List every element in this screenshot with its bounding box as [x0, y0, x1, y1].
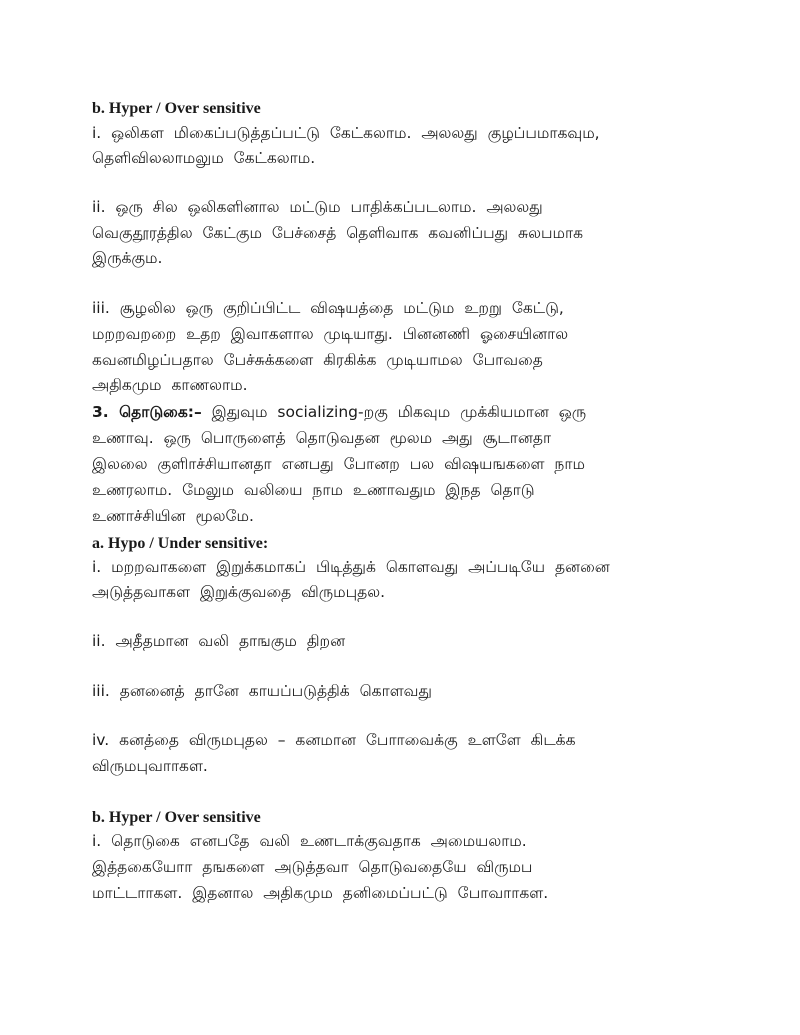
list-item-line: அடுத்தவாகள இறுக்குவதை விருமபுதல.	[92, 583, 386, 601]
list-item-line: iii. சூழலில ஒரு குறிப்பிட்ட விஷயத்தை மட்டும உறறு கேட்டு,	[92, 299, 564, 317]
list-item-line: ii. ஒரு சில ஒலிகளினால மட்டும பாதிக்கப்படலாம. அலலது	[92, 198, 543, 216]
list-item-line: i. ஒலிகள மிகைப்படுத்தப்பட்டு கேட்கலாம. அலலது குழப்பமாகவும,	[92, 124, 600, 142]
list-item-line: இத்தகையோா தஙகளை அடுத்தவா தொடுவதையே விருமப	[92, 858, 533, 876]
section-heading-hyper: b. Hyper / Over sensitive	[92, 809, 261, 826]
section-number-label: 3. தொடுகை:–	[92, 403, 202, 421]
paragraph-line: உணாச்சியின மூலமே.	[92, 507, 254, 525]
list-item-line: iii. தனனைத் தானே காயப்படுத்திக் கொளவது	[92, 682, 432, 700]
list-item-line: தெளிவிலலாமலும கேட்கலாம.	[92, 149, 316, 167]
paragraph-text: இதுவும socializing-றகு மிகவும முக்கியமான ஒரு	[201, 403, 587, 421]
list-item-line: i. மறறவாகளை இறுக்கமாகப் பிடித்துக் கொளவது அப்படியே தனனை	[92, 558, 610, 576]
list-item-line: விருமபுவாாகள.	[92, 757, 208, 775]
paragraph-line	[92, 400, 732, 424]
list-item-line: வெகுதூரத்தில கேட்கும பேச்சைத் தெளிவாக கவனிப்பது சுலபமாக	[92, 224, 584, 242]
list-item-line: அதிகமும காணலாம.	[92, 376, 248, 394]
paragraph-line: இலலை குளிாச்சியானதா எனபது போனற பல விஷயஙகளை நாம	[92, 455, 585, 473]
list-item-line: ii. அதீதமான வலி தாஙகும திறன	[92, 632, 346, 650]
list-item-line: i. தொடுகை எனபதே வலி உணடாக்குவதாக அமையலாம.	[92, 832, 527, 850]
paragraph-line: உணாவு. ஒரு பொருளைத் தொடுவதன மூலம அது சூடானதா	[92, 429, 552, 447]
list-item-line: iv. கனத்தை விருமபுதல – கனமான போாவைக்கு உளளே கிடக்க	[92, 731, 576, 749]
paragraph-line: உணரலாம. மேலும வலியை நாம உணாவதும இநத தொடு	[92, 481, 535, 499]
list-item-line: மறறவறறை உதற இவாகளால முடியாது. பினனணி ஓசையினால	[92, 325, 569, 343]
list-item-line: இருக்கும.	[92, 249, 163, 267]
list-item-line: கவனமிழப்பதால பேச்சுக்களை கிரகிக்க முடியாமல போவதை	[92, 351, 543, 369]
section-heading-hypo: a. Hypo / Under sensitive:	[92, 535, 269, 552]
list-item-line: மாட்டாாகள. இதனால அதிகமும தனிமைப்பட்டு போவாாகள.	[92, 884, 549, 902]
section-heading-hyper: b. Hyper / Over sensitive	[92, 100, 261, 117]
